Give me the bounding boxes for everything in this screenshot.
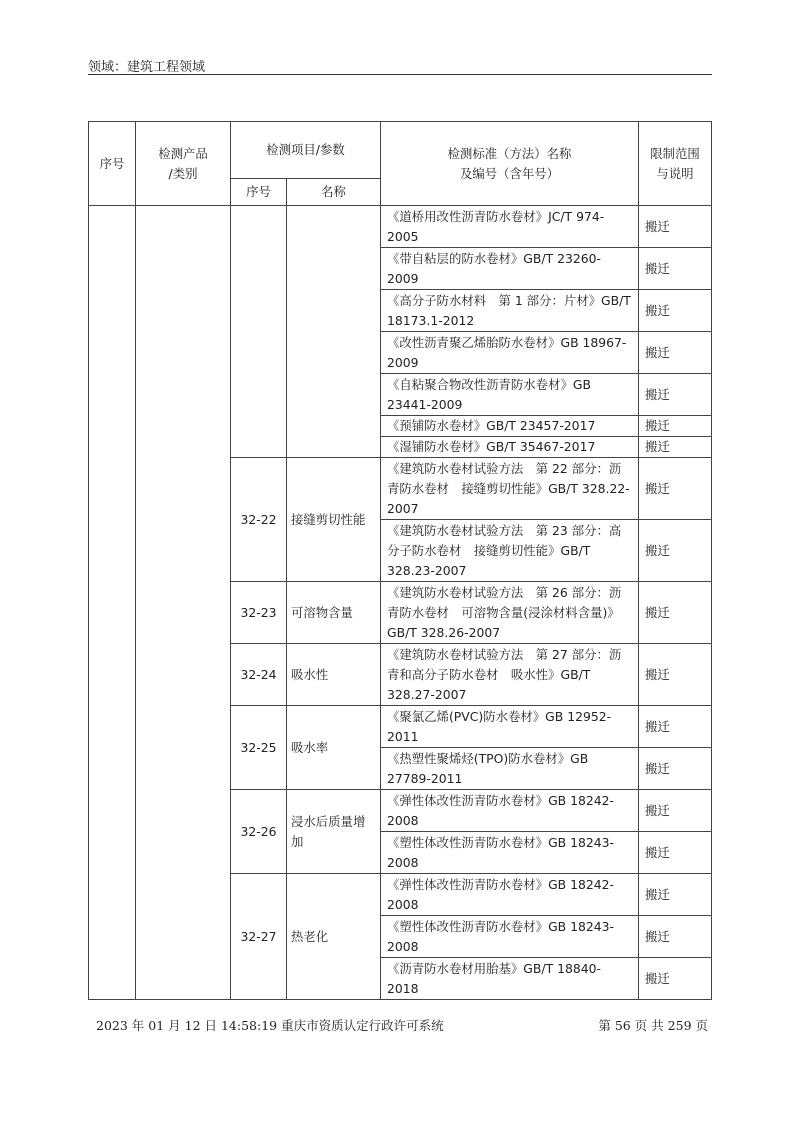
note-cell: 搬迁 [639, 958, 712, 1000]
standard-cell: 《带自粘层的防水卷材》GB/T 23260-2009 [381, 248, 639, 290]
note-cell: 搬迁 [639, 874, 712, 916]
standards-table [88, 121, 712, 1000]
standard-cell: 《自粘聚合物改性沥青防水卷材》GB 23441-2009 [381, 374, 639, 416]
note-cell: 搬迁 [639, 832, 712, 874]
header-item-seq: 序号 [231, 179, 287, 206]
footer-page-number: 第 56 页 共 259 页 [598, 1018, 708, 1033]
item-name-cell [287, 206, 381, 458]
note-cell: 搬迁 [639, 790, 712, 832]
item-name-cell: 热老化 [287, 874, 381, 1000]
item-name-cell: 浸水后质量增加 [287, 790, 381, 874]
header-seq: 序号 [89, 122, 136, 206]
standard-cell: 《热塑性聚烯烃(TPO)防水卷材》GB 27789-2011 [381, 748, 639, 790]
standard-cell: 《预铺防水卷材》GB/T 23457-2017 [381, 416, 639, 437]
note-cell: 搬迁 [639, 437, 712, 458]
standard-cell: 《道桥用改性沥青防水卷材》JC/T 974-2005 [381, 206, 639, 248]
note-cell: 搬迁 [639, 644, 712, 706]
note-cell: 搬迁 [639, 916, 712, 958]
standard-cell: 《沥青防水卷材用胎基》GB/T 18840-2018 [381, 958, 639, 1000]
item-name-cell: 接缝剪切性能 [287, 458, 381, 582]
standard-cell: 《塑性体改性沥青防水卷材》GB 18243-2008 [381, 916, 639, 958]
note-cell: 搬迁 [639, 458, 712, 520]
footer [96, 1016, 708, 1034]
note-cell: 搬迁 [639, 206, 712, 248]
standard-cell: 《建筑防水卷材试验方法 第 23 部分：高分子防水卷材 接缝剪切性能》GB/T 328.23-2007 [381, 520, 639, 582]
item-seq-cell: 32-22 [231, 458, 287, 582]
category-cell [136, 206, 231, 1000]
standard-cell: 《建筑防水卷材试验方法 第 27 部分：沥青和高分子防水卷材 吸水性》GB/T 328.27-2007 [381, 644, 639, 706]
header-category: 检测产品 /类别 [136, 122, 231, 206]
note-cell: 搬迁 [639, 374, 712, 416]
note-cell: 搬迁 [639, 290, 712, 332]
item-seq-cell: 32-23 [231, 582, 287, 644]
header-domain: 领域：建筑工程领域 [88, 60, 206, 75]
standard-cell: 《高分子防水材料 第 1 部分：片材》GB/T 18173.1-2012 [381, 290, 639, 332]
note-cell: 搬迁 [639, 416, 712, 437]
header-limit: 限制范围 与说明 [639, 122, 712, 206]
seq-cell [89, 206, 136, 1000]
item-seq-cell: 32-25 [231, 706, 287, 790]
standard-cell: 《建筑防水卷材试验方法 第 26 部分：沥青防水卷材 可溶物含量(浸涂材料含量)》GB/T 328.26-2007 [381, 582, 639, 644]
standard-cell: 《弹性体改性沥青防水卷材》GB 18242-2008 [381, 874, 639, 916]
standard-cell: 《聚氯乙烯(PVC)防水卷材》GB 12952-2011 [381, 706, 639, 748]
header-standard: 检测标准（方法）名称 及编号（含年号） [381, 122, 639, 206]
standard-cell: 《湿铺防水卷材》GB/T 35467-2017 [381, 437, 639, 458]
header-item-group: 检测项目/参数 [231, 122, 381, 179]
standard-cell: 《塑性体改性沥青防水卷材》GB 18243-2008 [381, 832, 639, 874]
note-cell: 搬迁 [639, 332, 712, 374]
note-cell: 搬迁 [639, 706, 712, 748]
item-seq-cell: 32-24 [231, 644, 287, 706]
header-item-name: 名称 [287, 179, 381, 206]
note-cell: 搬迁 [639, 520, 712, 582]
item-seq-cell: 32-26 [231, 790, 287, 874]
note-cell: 搬迁 [639, 748, 712, 790]
item-seq-cell: 32-27 [231, 874, 287, 1000]
note-cell: 搬迁 [639, 582, 712, 644]
item-name-cell: 吸水率 [287, 706, 381, 790]
standard-cell: 《建筑防水卷材试验方法 第 22 部分：沥青防水卷材 接缝剪切性能》GB/T 328.22-2007 [381, 458, 639, 520]
item-seq-cell [231, 206, 287, 458]
footer-timestamp: 2023 年 01 月 12 日 14:58:19 重庆市资质认定行政许可系统 [96, 1018, 444, 1033]
header-rule [88, 74, 712, 75]
item-name-cell: 吸水性 [287, 644, 381, 706]
item-name-cell: 可溶物含量 [287, 582, 381, 644]
note-cell: 搬迁 [639, 248, 712, 290]
standard-cell: 《弹性体改性沥青防水卷材》GB 18242-2008 [381, 790, 639, 832]
standard-cell: 《改性沥青聚乙烯胎防水卷材》GB 18967-2009 [381, 332, 639, 374]
